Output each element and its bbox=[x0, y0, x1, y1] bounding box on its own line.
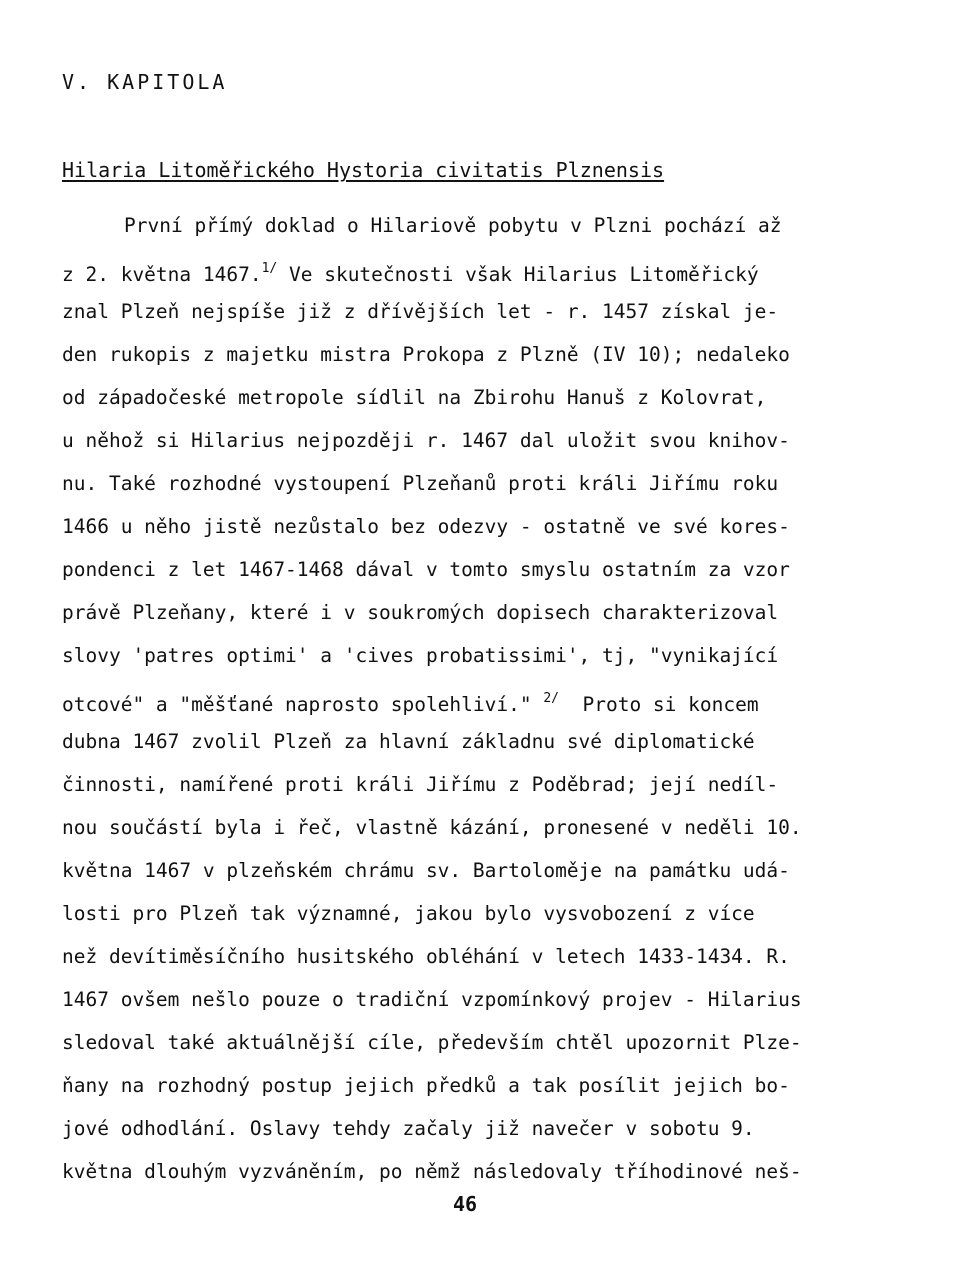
line-text: jové odhodlání. Oslavy tehdy začaly již navečer v sobotu 9. bbox=[62, 1117, 755, 1140]
footnote-ref: 2/ bbox=[543, 691, 559, 706]
line-text: dubna 1467 zvolil Plzeň za hlavní základnu své diplomatické bbox=[62, 730, 755, 753]
line-text: právě Plzeňany, které i v soukromých dopisech charakterizoval bbox=[62, 601, 779, 624]
text-line bbox=[62, 428, 790, 454]
line-text: ňany na rozhodný postup jejich předků a tak posílit jejich bo- bbox=[62, 1074, 790, 1097]
text-line bbox=[62, 514, 790, 540]
footnote-ref: 1/ bbox=[261, 261, 278, 276]
line-text: slovy 'patres optimi' a 'cives probatissimi', tj, "vynikající bbox=[62, 644, 779, 667]
line-text: činnosti, namířené proti králi Jiřímu z Poděbrad; její nedíl- bbox=[62, 773, 779, 796]
line-text: 1467 ovšem nešlo pouze o tradiční vzpomínkový projev - Hilarius bbox=[62, 988, 802, 1011]
page-number: 46 bbox=[452, 1192, 478, 1216]
text-line bbox=[62, 213, 781, 239]
chapter-title: Hilaria Litoměřického Hystoria civitatis Plznensis bbox=[62, 158, 665, 182]
text-line bbox=[62, 643, 778, 669]
text-line bbox=[62, 299, 778, 325]
line-text: 1466 u něho jistě nezůstalo bez odezvy - ostatně ve své kores- bbox=[62, 515, 790, 538]
line-text: od západočeské metropole sídlil na Zbirohu Hanuš z Kolovrat, bbox=[62, 386, 767, 409]
text-line bbox=[62, 944, 790, 970]
text-line bbox=[62, 987, 802, 1013]
line-text: První přímý doklad o Hilariově pobytu v Plzni pochází až bbox=[124, 214, 782, 237]
line-text: pondenci z let 1467-1468 dával v tomto smyslu ostatním za vzor bbox=[62, 558, 790, 581]
text-line bbox=[62, 858, 790, 884]
text-line bbox=[62, 1073, 790, 1099]
text-line bbox=[62, 772, 778, 798]
line-text: otcové" a "měšťané naprosto spolehliví." bbox=[62, 693, 544, 716]
text-line bbox=[62, 901, 755, 927]
text-line bbox=[62, 342, 790, 368]
text-line bbox=[62, 729, 755, 755]
line-text: května dlouhým vyzváněním, po němž následovaly tříhodinové neš- bbox=[62, 1160, 802, 1183]
line-text: sledoval také aktuálnější cíle, především chtěl upozornit Plze- bbox=[62, 1031, 802, 1054]
line-text-continued: Proto si koncem bbox=[559, 693, 759, 716]
line-text: u něhož si Hilarius nejpozději r. 1467 dal uložit svou knihov- bbox=[62, 429, 790, 452]
text-line bbox=[62, 600, 778, 626]
text-line bbox=[62, 1116, 755, 1142]
line-text: nou součástí byla i řeč, vlastně kázání, pronesené v neděli 10. bbox=[62, 816, 802, 839]
text-line bbox=[62, 385, 766, 411]
line-text: znal Plzeň nejspíše již z dřívějších let - r. 1457 získal je- bbox=[62, 300, 779, 323]
text-line bbox=[62, 557, 790, 583]
line-text: května 1467 v plzeňském chrámu sv. Bartoloměje na památku udá- bbox=[62, 859, 790, 882]
line-text: než devítiměsíčního husitského obléhání v letech 1433-1434. R. bbox=[62, 945, 790, 968]
line-text: losti pro Plzeň tak významné, jakou bylo vysvobození z více bbox=[62, 902, 755, 925]
chapter-heading: V. KAPITOLA bbox=[62, 70, 228, 94]
line-text: den rukopis z majetku mistra Prokopa z Plzně (IV 10); nedaleko bbox=[62, 343, 790, 366]
text-line bbox=[62, 1159, 802, 1185]
text-line bbox=[62, 686, 759, 716]
text-line bbox=[62, 471, 778, 497]
text-line bbox=[62, 815, 802, 841]
line-text: nu. Také rozhodné vystoupení Plzeňanů proti králi Jiřímu roku bbox=[62, 472, 779, 495]
text-line bbox=[62, 256, 759, 286]
line-text: z 2. května 1467. bbox=[62, 263, 262, 286]
line-text-continued: Ve skutečnosti však Hilarius Litoměřický bbox=[277, 263, 759, 286]
text-line bbox=[62, 1030, 802, 1056]
